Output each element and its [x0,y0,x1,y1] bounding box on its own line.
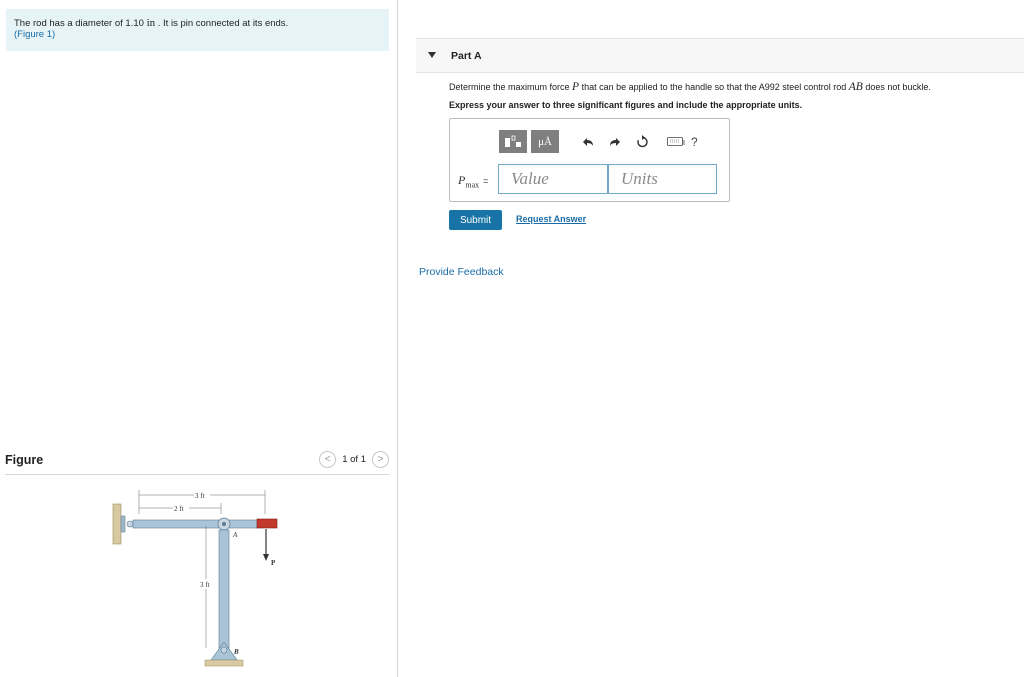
dim-vertical-span: 3 ft [200,581,210,589]
problem-statement [6,9,389,51]
templates-icon [504,135,522,149]
pager-text: 1 of 1 [342,454,366,465]
prev-figure-button[interactable]: < [319,451,336,468]
label-a: A [233,531,238,539]
dim-top-span: 3 ft [195,492,205,500]
instruction-text: Express your answer to three significant figures and include the appropriate units. [449,100,803,110]
keyboard-icon[interactable] [665,130,687,153]
figure-title: Figure [5,453,44,467]
part-a-header[interactable] [416,38,1024,73]
collapse-caret-icon[interactable] [428,52,436,58]
answer-box [449,118,730,202]
part-title: Part A [451,50,482,62]
problem-text-end: . It is pin connected at its ends. [155,18,289,29]
lever-arm [133,520,259,528]
request-answer-link[interactable]: Request Answer [516,214,587,224]
label-b: B [234,648,239,656]
pmax-label [458,173,488,189]
diameter-unit: in [146,17,156,29]
pmax-eq: = [483,176,489,186]
right-panel [399,0,1024,677]
question-before: Determine the maximum force [449,82,573,92]
figure-link[interactable]: (Figure 1) [14,29,56,40]
rod-ab [219,530,229,648]
value-input[interactable]: Value [498,164,608,194]
pmax-sub: max [465,180,480,190]
undo-icon[interactable] [577,130,599,153]
question-var: P [572,81,580,93]
dim-sub-span: 2 ft [174,505,184,513]
label-p: P [271,559,276,567]
math-toolbar [499,130,698,153]
figure-header [5,451,389,475]
question-middle: that can be applied to the handle so that the A992 steel control rod [579,82,849,92]
handle-grip [257,519,277,528]
left-panel [0,0,398,677]
units-input[interactable]: Units [608,164,717,194]
redo-icon[interactable] [604,130,626,153]
figure-pager [319,451,389,468]
wall-support [113,504,121,544]
provide-feedback-link[interactable]: Provide Feedback [419,266,504,278]
reset-icon[interactable] [631,130,653,153]
figure-diagram [105,484,285,674]
units-icon: μÅ [538,135,552,148]
question-rod: AB [848,81,863,93]
pmax-var: P [458,173,466,187]
units-button[interactable] [531,130,559,153]
next-figure-button[interactable]: > [372,451,389,468]
templates-button[interactable] [499,130,527,153]
help-icon[interactable]: ? [691,134,698,149]
problem-text: The rod has a diameter of 1.10 [14,18,147,29]
submit-button[interactable]: Submit [449,210,502,230]
question-text [449,81,931,93]
question-after: does not buckle. [862,82,931,92]
